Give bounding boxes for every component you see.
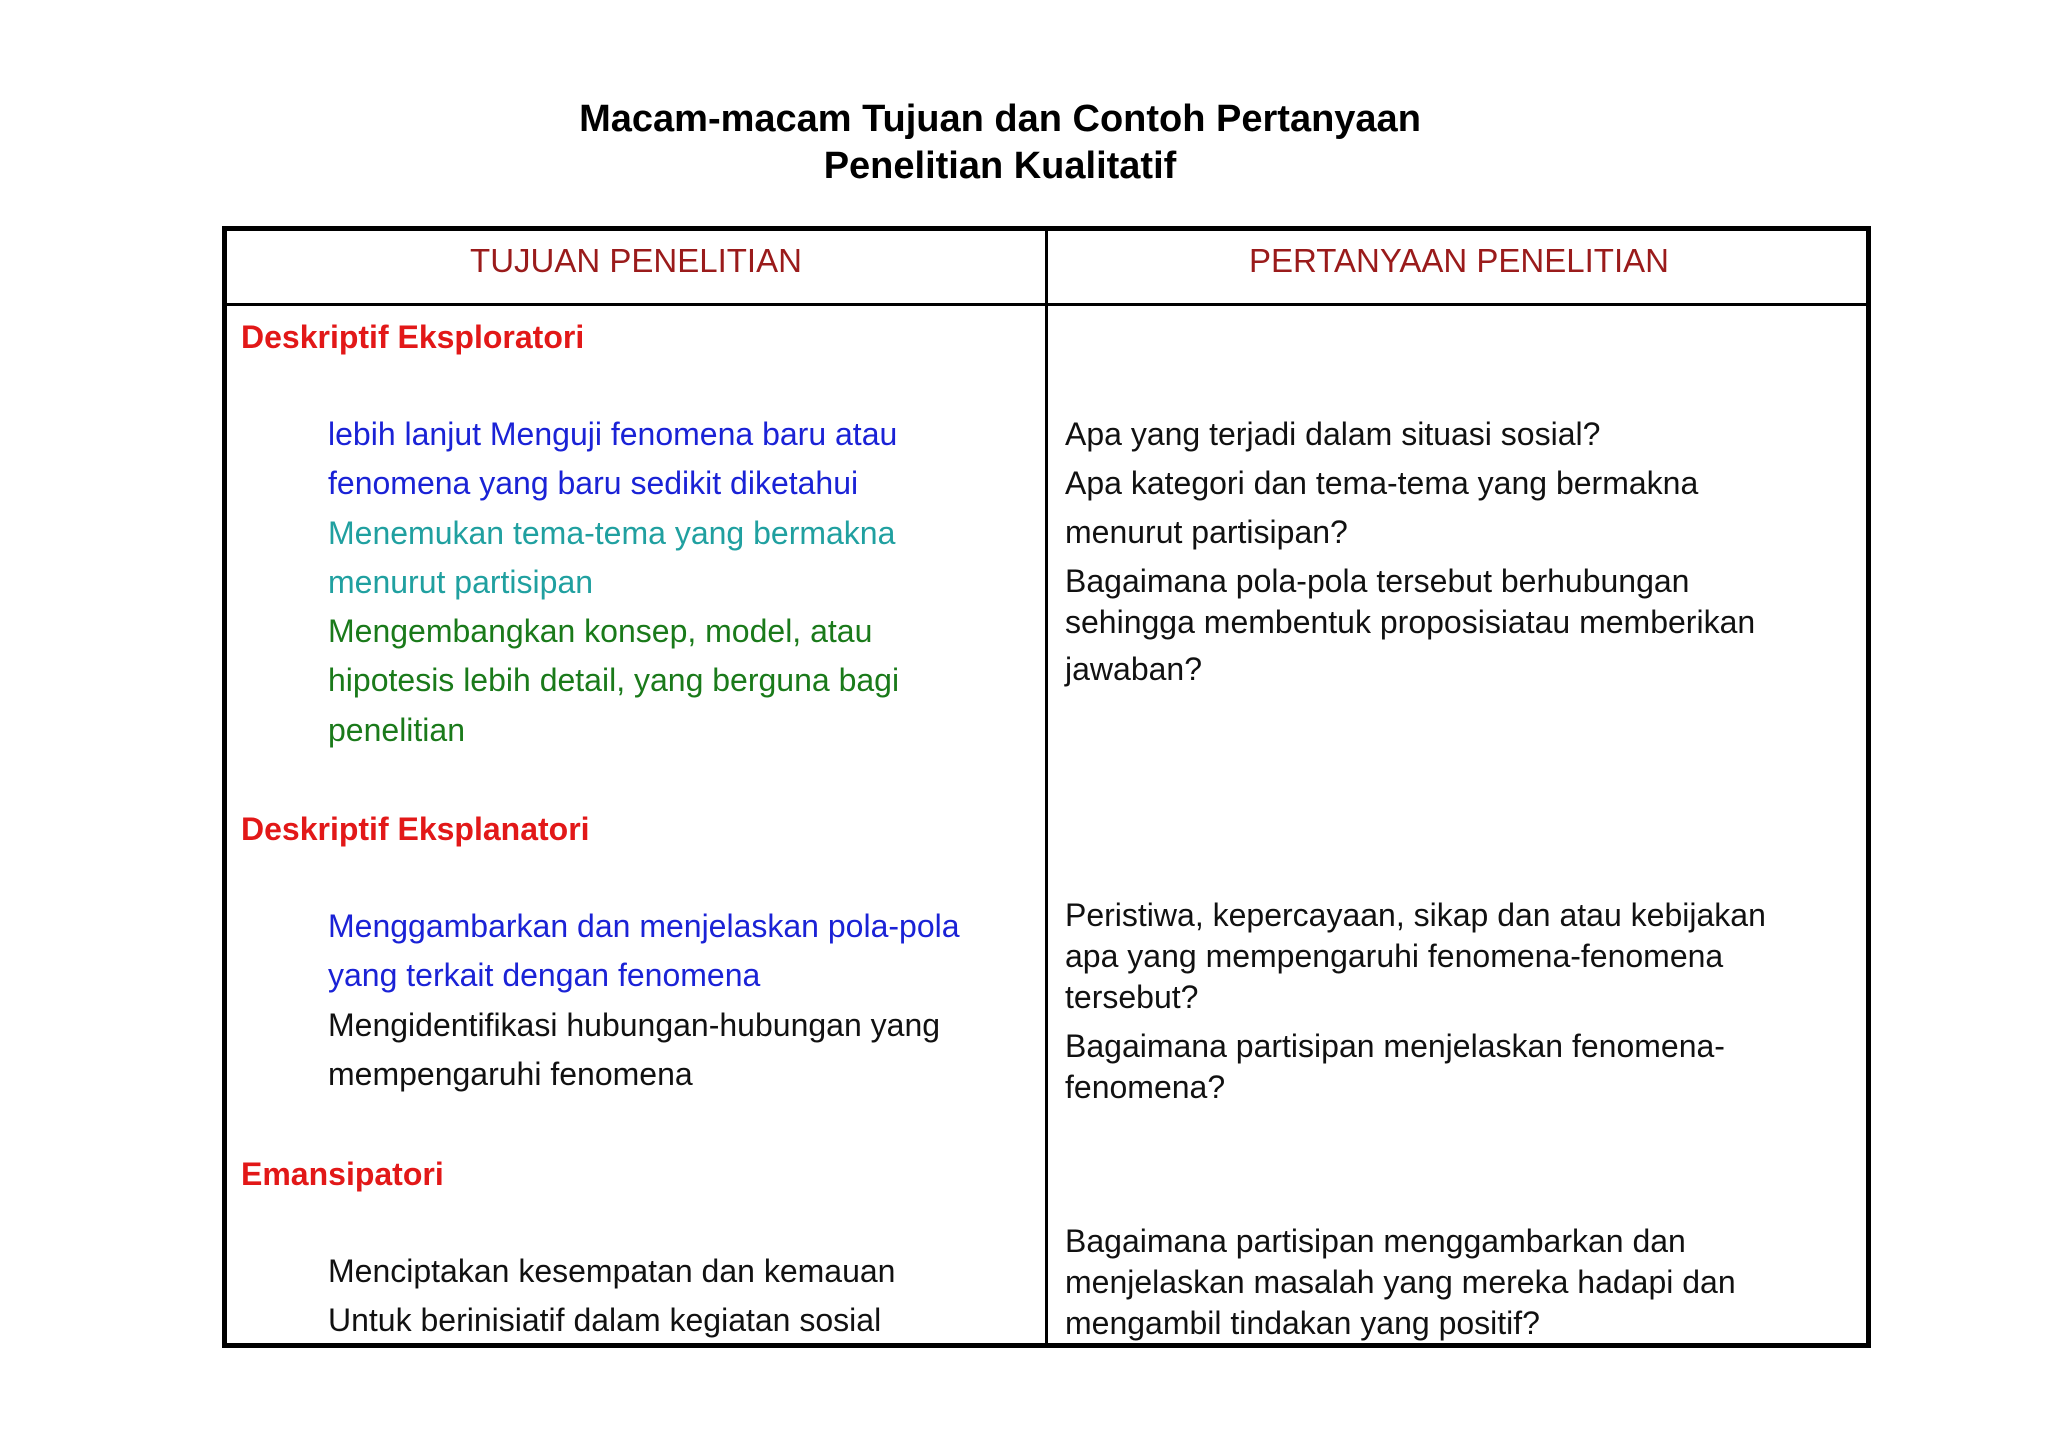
- aim-line: Menciptakan kesempatan dan kemauan: [328, 1253, 896, 1289]
- header-divider: [227, 303, 1866, 306]
- aims-eksploratori: [328, 410, 1028, 755]
- aim-line: Menemukan tema-tema yang bermakna: [328, 514, 896, 551]
- aims-emansipatori: [328, 1247, 1028, 1346]
- title-line-2: Penelitian Kualitatif: [823, 145, 1177, 187]
- question-line: apa yang mempengaruhi fenomena-fenomena: [1065, 938, 1724, 974]
- question-line: jawaban?: [1065, 651, 1202, 687]
- aim-line: lebih lanjut Menguji fenomena baru atau: [328, 416, 898, 452]
- aim-line: mempengaruhi fenomena: [328, 1055, 693, 1092]
- section-heading-emansipatori: Emansipatori: [241, 1156, 444, 1192]
- questions-emansipatori: [1065, 1221, 1855, 1344]
- question-line: Apa yang terjadi dalam situasi sosial?: [1065, 416, 1601, 452]
- aim-line: Mengembangkan konsep, model, atau: [328, 613, 873, 650]
- question-line: tersebut?: [1065, 979, 1199, 1015]
- question-line: Bagaimana pola-pola tersebut berhubungan: [1065, 563, 1690, 599]
- question-line: Peristiwa, kepercayaan, sikap dan atau kebijakan: [1065, 897, 1766, 933]
- objectives-table: [222, 226, 1871, 1348]
- header-pertanyaan: PERTANYAAN PENELITIAN: [1249, 242, 1669, 279]
- questions-eksploratori: [1065, 410, 1855, 694]
- aim-line: fenomena yang baru sedikit diketahui: [328, 465, 859, 502]
- aim-line: Untuk berinisiatif dalam kegiatan sosial: [328, 1302, 882, 1339]
- aim-line: yang terkait dengan fenomena: [328, 957, 761, 994]
- question-line: sehingga membentuk proposisiatau memberikan: [1065, 604, 1756, 640]
- question-line: Bagaimana partisipan menjelaskan fenomena-: [1065, 1028, 1725, 1064]
- questions-eksplanatori: [1065, 895, 1855, 1108]
- question-line: mengambil tindakan yang positif?: [1065, 1305, 1540, 1341]
- aim-line: menurut partisipan: [328, 563, 594, 600]
- aims-eksplanatori: [328, 902, 1028, 1099]
- question-line: Bagaimana partisipan menggambarkan dan: [1065, 1223, 1686, 1259]
- column-divider: [1045, 231, 1048, 1343]
- aim-line: hipotesis lebih detail, yang berguna bagi: [328, 662, 900, 699]
- aim-line: Mengidentifikasi hubungan-hubungan yang: [328, 1006, 941, 1043]
- question-line: menurut partisipan?: [1065, 514, 1348, 550]
- question-line: Apa kategori dan tema-tema yang bermakna: [1065, 465, 1699, 501]
- question-line: fenomena?: [1065, 1069, 1226, 1105]
- header-tujuan: TUJUAN PENELITIAN: [470, 242, 802, 279]
- section-heading-eksplanatori: Deskriptif Eksplanatori: [241, 811, 590, 847]
- aim-line: Menggambarkan dan menjelaskan pola-pola: [328, 908, 960, 944]
- section-heading-eksploratori: Deskriptif Eksploratori: [241, 319, 585, 355]
- title-line-1: Macam-macam Tujuan dan Contoh Pertanyaan: [579, 98, 1421, 140]
- aim-line: penelitian: [328, 711, 465, 748]
- question-line: menjelaskan masalah yang mereka hadapi dan: [1065, 1264, 1736, 1300]
- page-title: [0, 96, 2000, 190]
